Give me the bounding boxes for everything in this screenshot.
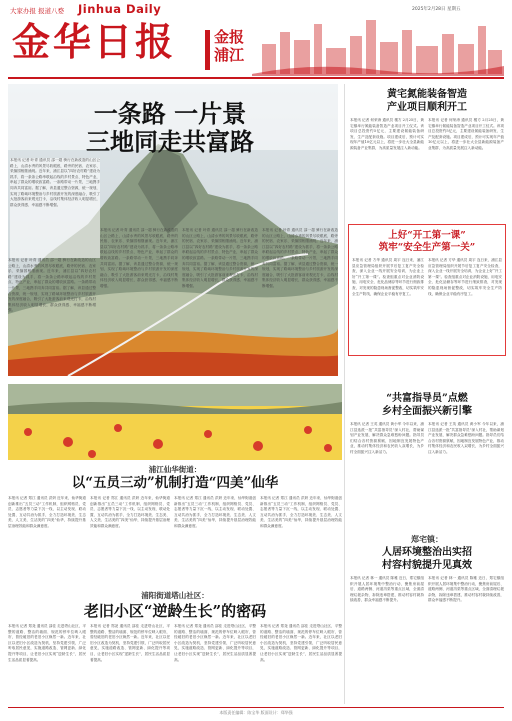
edition-line-1: 金报 [214,28,245,46]
footer-rule [8,707,504,708]
right-mid-headline [350,392,504,418]
right-top-body-col-2: 本报讯 记者 何荣涛 通讯员 楼方 2月25日，黄宅镇举行氮能装备智造产业项目开工仪式。该项目总投资约5亿元，主要建设氮能装备研发、生产及配套设施。项目建成后，预计可实现年产值10亿元以上，将进一步壮大全县新能源装备产业集群，为高质量发展注入新动能。 [428,118,504,150]
masthead-english: Jinhua Daily [78,2,162,16]
right-bottom-body-col-2: 本报讯 记者 林一 通讯员 陈雅 近日，郑宅镇组织开展人居环境集中整治行动，聚焦房前屋后、道路两侧、河道沟渠等重点区域，全面清理垃圾杂物，拆除违章搭建，推动村容村貌持续改善，群众幸福感不断提升。 [428,576,504,603]
lead-body-col-1: 本报讯 记者 叶青 通讯员 邵一超 骑行在新改造的山区公路上，山清水秀的风景尽收眼底，路旁的民宿、农家乐、采摘园相继涌现。近年来，浦江县以“四好农村路”建设为抓手，将一条条公路串联起沿线的乡村景点、特色产业，串起了群众的增收致富路。一条路带动一片景，三地携手同奔共同富裕。据了解，该县通过整合资源，统一规划，实现了路域环境整治与乡村旅游开发的深度融合，吸引了大批游客前来观光打卡，沿线村集体经济收入明显增长，群众获得感、幸福感不断增强。 [8,258,96,313]
mid-story-body-col-4: 本报讯 记者 郑江 通讯员 洪妍 近年来，仙华街道创新推出“五员三动”工作机制，组织网格员、党员、志愿者等力量下沉一线，以主动发现、联动处置、互动共治为抓手，全力打造环境美、生态美、人文美、生活美的“四美”仙华，持续提升基层治理效能和群众满意度。 [260,496,342,528]
mid-story-headline: 以“五员三动”机制打造“四美”仙华 [71,475,279,491]
masthead-slogan: 大家办报 报道八婺 [10,7,65,15]
masthead-title: 金华日报 [12,19,177,64]
lead-body-col-2: 本报讯 记者 叶青 通讯员 邵一超 骑行在新改造的山区公路上，山清水秀的风景尽收眼底，路旁的民宿、农家乐、采摘园相继涌现。近年来，浦江县以“四好农村路”建设为抓手，将一条条公路串联起沿线的乡村景点、特色产业，串起了群众的增收致富路。一条路带动一片景，三地携手同奔共同富裕。据了解，该县通过整合资源，统一规划，实现了路域环境整治与乡村旅游开发的深度融合，吸引了大批游客前来观光打卡，沿线村集体经济收入明显增长，群众获得感、幸福感不断增强。 [100,228,178,288]
lead-headline-line-1: 一条路 一片景 [93,99,247,128]
right-top-body-col-1: 本报讯 记者 何荣涛 通讯员 楼方 2月25日，黄宅镇举行氮能装备智造产业项目开工仪式。该项目总投资约5亿元，主要建设氮能装备研发、生产及配套设施。项目建成后，预计可实现年产值10亿元以上，将进一步壮大全县新能源装备产业集群，为高质量发展注入新动能。 [350,118,424,150]
right-top-headline-line-1: 黄宅氮能装备智造 [387,89,467,100]
edition-bar [205,30,210,70]
safety-headline [352,230,502,254]
safety-headline-line-2: 筑牢“安全生产第一关” [378,242,476,253]
flower-field-photo [8,384,342,460]
mid-story-body-col-1: 本报讯 记者 郑江 通讯员 洪妍 近年来，仙华街道创新推出“五员三动”工作机制，组织网格员、党员、志愿者等力量下沉一线，以主动发现、联动处置、互动共治为抓手，全力打造环境美、生态美、人文美、生活美的“四美”仙华，持续提升基层治理效能和群众满意度。 [8,496,86,528]
right-bottom-body-col-1: 本报讯 记者 林一 通讯员 陈雅 近日，郑宅镇组织开展人居环境集中整治行动，聚焦房前屋后、道路两侧、河道沟渠等重点区域，全面清理垃圾杂物，拆除违章搭建，推动村容村貌持续改善，群众幸福感不断提升。 [350,576,424,603]
right-mid-body-col-2: 本报讯 记者 王英 通讯员 黄小军 今年以来，浦江县选派一批“共富指导员”深入村社，帮助谋划产业发展、解决群众急难愁盼问题。指导员们结合各村资源禀赋，因地制宜发展特色产业，推动村集体经济和农民收入双增长，为乡村全面振兴注入新活力。 [428,422,504,454]
issue-date: 2025年2月28日 星期五 [412,7,461,12]
masthead-divider [8,77,504,79]
edition-name [214,28,244,64]
page-footer: 本版责任编辑：陈宝华 版面设计：郑华强 [219,710,293,715]
right-bottom-headline-line-2: 村容村貌提升见真效 [382,560,472,571]
right-mid-headline-line-2: 乡村全面振兴新引擎 [382,406,472,417]
bottom-story-body-col-2: 本报讯 记者 郑尧 通讯员 邵佳 走进塔山社区，平整的道路、整洁的墙面、规范的停车位映入眼帘，曾经破旧的老旧小区焕然一新。近年来，社区以老旧小区改造为契机，坚持党建引领，广泛听取居民意见，实施道路改造、管网更新、绿化提升等项目，让老旧小区实现“逆龄生长”，居民生活品质显著提高。 [90,624,170,662]
bottom-story-body-col-1: 本报讯 记者 郑尧 通讯员 邵佳 走进塔山社区，平整的道路、整洁的墙面、规范的停车位映入眼帘，曾经破旧的老旧小区焕然一新。近年来，社区以老旧小区改造为契机，坚持党建引领，广泛听取居民意见，实施道路改造、管网更新、绿化提升等项目，让老旧小区实现“逆龄生长”，居民生活品质显著提高。 [8,624,86,662]
lead-body-col-3: 本报讯 记者 叶青 通讯员 邵一超 骑行在新改造的山区公路上，山清水秀的风景尽收眼底，路旁的民宿、农家乐、采摘园相继涌现。近年来，浦江县以“四好农村路”建设为抓手，将一条条公路串联起沿线的乡村景点、特色产业，串起了群众的增收致富路。一条路带动一片景，三地携手同奔共同富裕。据了解，该县通过整合资源，统一规划，实现了路域环境整治与乡村旅游开发的深度融合，吸引了大批游客前来观光打卡，沿线村集体经济收入明显增长，群众获得感、幸福感不断增强。 [182,228,258,288]
lead-body-col-4: 本报讯 记者 叶青 通讯员 邵一超 骑行在新改造的山区公路上，山清水秀的风景尽收眼底，路旁的民宿、农家乐、采摘园相继涌现。近年来，浦江县以“四好农村路”建设为抓手，将一条条公路串联起沿线的乡村景点、特色产业，串起了群众的增收致富路。一条路带动一片景，三地携手同奔共同富裕。据了解，该县通过整合资源，统一规划，实现了路域环境整治与乡村旅游开发的深度融合，吸引了大批游客前来观光打卡，沿线村集体经济收入明显增长，群众获得感、幸福感不断增强。 [262,228,338,288]
right-bottom-headline-line-1: 人居环境整治出实招 [382,547,472,558]
lead-headline [60,100,280,156]
bottom-story-body-col-3: 本报讯 记者 郑尧 通讯员 邵佳 走进塔山社区，平整的道路、整洁的墙面、规范的停车位映入眼帘，曾经破旧的老旧小区焕然一新。近年来，社区以老旧小区改造为契机，坚持党建引领，广泛听取居民意见，实施道路改造、管网更新、绿化提升等项目，让老旧小区实现“逆龄生长”，居民生活品质显著提高。 [174,624,256,662]
right-bottom-kicker: 郑宅镇： [411,534,443,544]
right-mid-body-col-1: 本报讯 记者 王英 通讯员 黄小军 今年以来，浦江县选派一批“共富指导员”深入村社，帮助谋划产业发展、解决群众急难愁盼问题。指导员们结合各村资源禀赋，因地制宜发展特色产业，推动村集体经济和农民收入双增长，为乡村全面振兴注入新活力。 [350,422,424,454]
safety-headline-line-1: 上好“开工第一课” [388,230,466,241]
mid-story-body-col-3: 本报讯 记者 郑江 通讯员 洪妍 近年来，仙华街道创新推出“五员三动”工作机制，组织网格员、党员、志愿者等力量下沉一线，以主动发现、联动处置、互动共治为抓手，全力打造环境美、生态美、人文美、生活美的“四美”仙华，持续提升基层治理效能和群众满意度。 [174,496,256,528]
safety-body-col-1: 本报讯 记者 方华 通讯员 周宇 连日来，浦江县应急管理局组织开展节后复工复产安全检查，深入企业一线开展安全培训，为企业上好“开工第一课”。检查组重点对企业消防设施、用电安全、危化品储存等环节进行细致排查，对发现的隐患现场督促整改，切实筑牢安全生产防线，确保企业平稳有序复工。 [352,258,424,296]
safety-body-col-2: 本报讯 记者 方华 通讯员 周宇 连日来，浦江县应急管理局组织开展节后复工复产安全检查，深入企业一线开展安全培训，为企业上好“开工第一课”。检查组重点对企业消防设施、用电安全、危化品储存等环节进行细致排查，对发现的隐患现场督促整改，切实筑牢安全生产防线，确保企业平稳有序复工。 [428,258,502,296]
column-divider [344,84,345,704]
lead-body-on-photo: 本报讯 记者 叶青 通讯员 邵一超 骑行在新改造的山区公路上，山清水秀的风景尽收眼底，路旁的民宿、农家乐、采摘园相继涌现。近年来，浦江县以“四好农村路”建设为抓手，将一条条公路串联起沿线的乡村景点、特色产业，串起了群众的增收致富路。一条路带动一片景，三地携手同奔共同富裕。据了解，该县通过整合资源，统一规划，实现了路域环境整治与乡村旅游开发的深度融合，吸引了大批游客前来观光打卡，沿线村集体经济收入明显增长，群众获得感、幸福感不断增强。 [10,158,100,258]
mid-story-kicker: 浦江仙华街道： [148,465,202,474]
lead-headline-line-2: 三地同走共富路 [86,127,254,156]
bottom-story-body-col-4: 本报讯 记者 郑尧 通讯员 邵佳 走进塔山社区，平整的道路、整洁的墙面、规范的停车位映入眼帘，曾经破旧的老旧小区焕然一新。近年来，社区以老旧小区改造为契机，坚持党建引领，广泛听取居民意见，实施道路改造、管网更新、绿化提升等项目，让老旧小区实现“逆龄生长”，居民生活品质显著提高。 [260,624,342,662]
city-skyline-illustration [252,14,504,76]
right-top-headline-line-2: 产业项目顺利开工 [387,102,467,113]
bottom-story-kicker: 浦阳街道塔山社区： [141,591,209,600]
edition-line-2: 浦江 [214,46,245,64]
right-bottom-headline [350,546,504,572]
mid-story-body-col-2: 本报讯 记者 郑江 通讯员 洪妍 近年来，仙华街道创新推出“五员三动”工作机制，组织网格员、党员、志愿者等力量下沉一线，以主动发现、联动处置、互动共治为抓手，全力打造环境美、生态美、人文美、生活美的“四美”仙华，持续提升基层治理效能和群众满意度。 [90,496,170,528]
right-mid-headline-line-1: “共富指导员”点燃 [386,393,468,404]
bottom-story-headline: 老旧小区“逆龄生长”的密码 [83,602,267,620]
right-top-headline [350,88,504,114]
